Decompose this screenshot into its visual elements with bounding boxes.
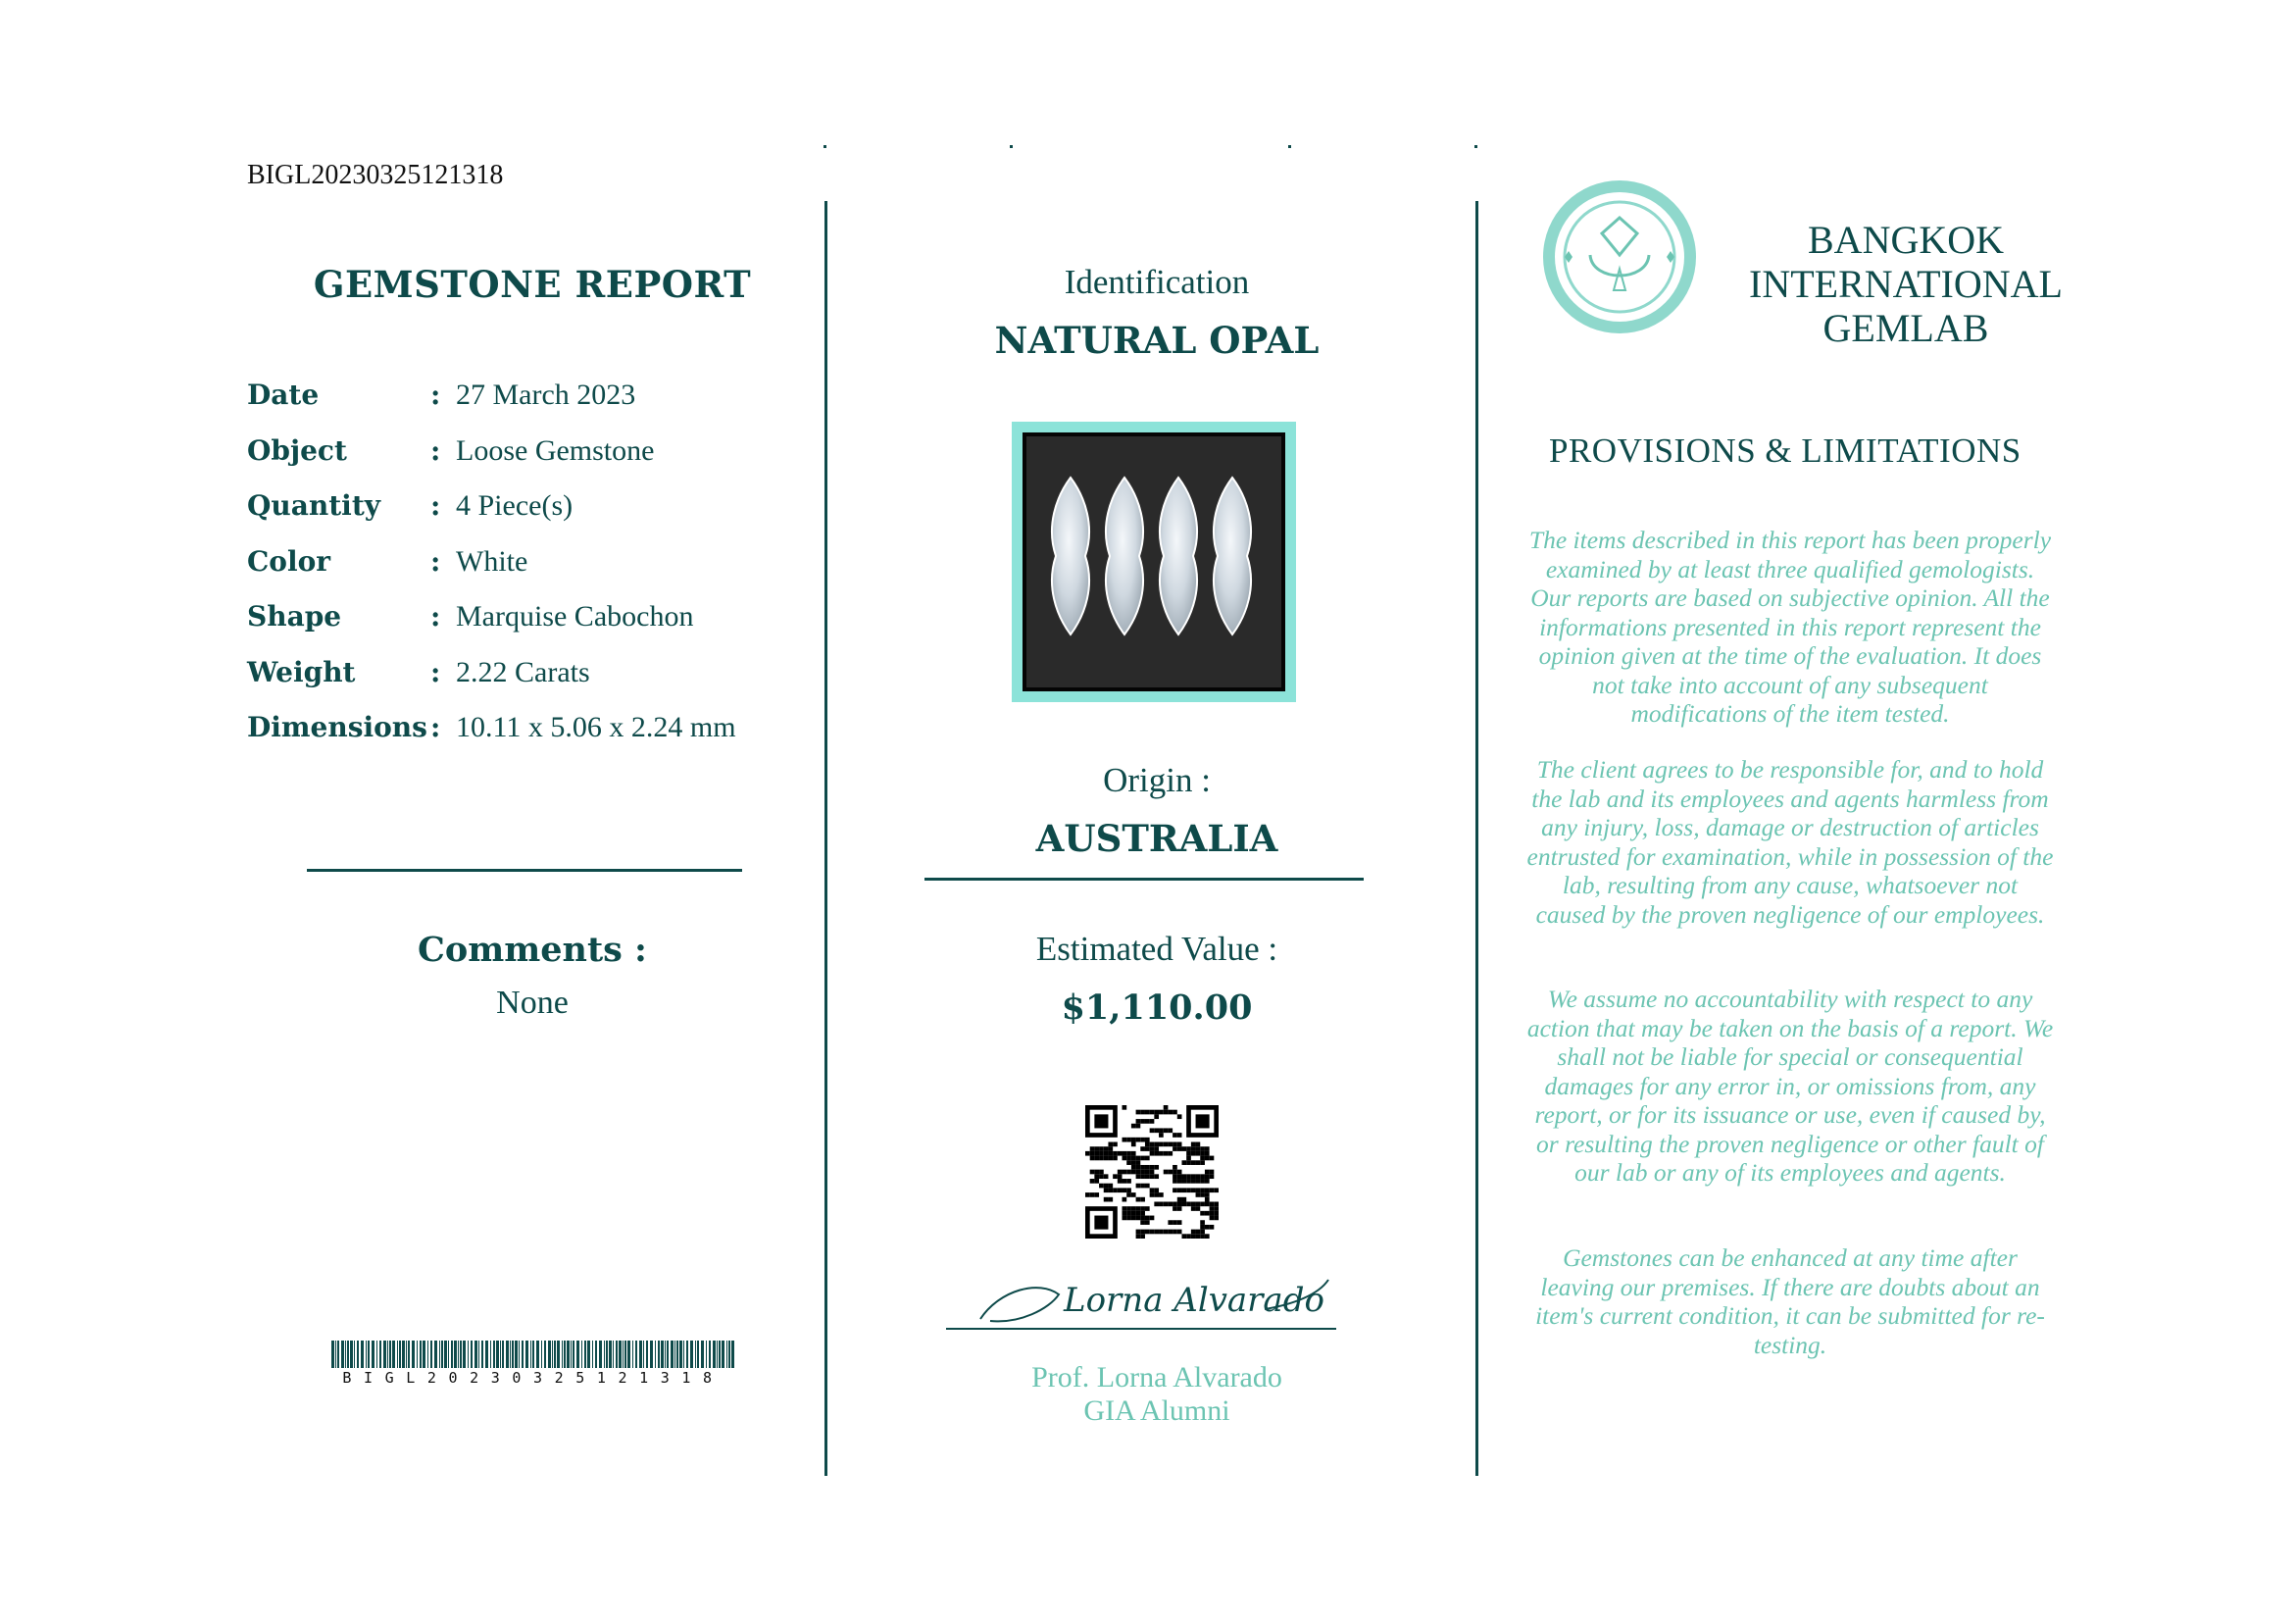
field-value: White — [456, 545, 528, 578]
field-row-quantity — [247, 489, 796, 538]
provisions-paragraph: We assume no accountability with respect to any action that may be taken on the basis of a report. We shall not be liable for special or consequential damages for any error in, or omissions from, any report, or for its issuance or use, even if caused by, or resulting the proven negligence or other fault of our lab or any of its employees and agents. — [1526, 985, 2054, 1187]
gemlab-seal-icon — [1537, 175, 1702, 339]
field-value: 2.22 Carats — [456, 656, 590, 688]
provisions-paragraph: Gemstones can be enhanced at any time after leaving our premises. If there are doubts about an item's current condition, it can be submitted for re-testing. — [1535, 1243, 2045, 1359]
signature-line — [946, 1328, 1336, 1330]
field-value: Loose Gemstone — [456, 434, 655, 467]
lab-name-line1: BANGKOK — [1808, 218, 2004, 262]
lab-name-line3: GEMLAB — [1822, 306, 1989, 350]
identification-value: NATURAL OPAL — [994, 319, 1320, 362]
field-row-object — [247, 434, 796, 483]
field-label: Object — [247, 434, 347, 467]
crop-mark — [824, 145, 826, 148]
field-value: 27 March 2023 — [456, 379, 636, 411]
field-colon: : — [430, 489, 441, 522]
lab-name-line2: INTERNATIONAL — [1749, 262, 2063, 306]
estimated-value-label: Estimated Value : — [1035, 930, 1278, 968]
signature — [971, 1250, 1333, 1339]
opal-stones-illustration — [1026, 436, 1281, 687]
field-colon: : — [430, 600, 441, 633]
report-title: GEMSTONE REPORT — [313, 263, 752, 306]
signer-name: Prof. Lorna Alvarado — [1031, 1361, 1282, 1393]
field-row-date — [247, 379, 796, 428]
provisions-title: PROVISIONS & LIMITATIONS — [1549, 431, 2021, 470]
crop-mark — [1474, 145, 1477, 148]
field-value: Marquise Cabochon — [456, 600, 694, 633]
field-colon: : — [430, 379, 441, 411]
opal-stone — [1214, 478, 1251, 634]
signer-credential: GIA Alumni — [1083, 1394, 1230, 1427]
field-label: Shape — [247, 600, 342, 633]
barcode-text: BIGL20230325121318 — [342, 1369, 724, 1387]
field-colon: : — [430, 656, 441, 688]
report-id: BIGL20230325121318 — [247, 160, 504, 190]
field-row-dimensions — [247, 711, 796, 760]
origin-divider — [924, 878, 1364, 881]
field-colon: : — [430, 545, 441, 578]
qr-code-icon[interactable] — [1085, 1105, 1219, 1239]
opal-stone — [1052, 478, 1089, 634]
comments-label: Comments : — [418, 930, 647, 970]
field-colon: : — [430, 711, 441, 743]
opal-stone — [1106, 478, 1143, 634]
field-label: Quantity — [247, 489, 381, 522]
comments-divider — [307, 869, 742, 872]
signature-text: Lorna Alvarado — [1064, 1281, 1324, 1320]
field-value: 4 Piece(s) — [456, 489, 574, 522]
field-value: 10.11 x 5.06 x 2.24 mm — [456, 711, 736, 743]
field-label: Color — [247, 545, 331, 578]
field-row-weight — [247, 656, 796, 705]
field-label: Weight — [247, 656, 356, 688]
provisions-paragraph: The client agrees to be responsible for, and to hold the lab and its employees and agents harmless from any injury, loss, damage or destruction of articles entrusted for examination, while in possession of the lab, resulting from any cause, whatsoever not caused by the proven negligence of our employees. — [1526, 755, 2054, 929]
column-divider-left — [824, 201, 827, 1476]
barcode-icon — [331, 1341, 735, 1370]
signer-block — [829, 1361, 1484, 1428]
field-colon: : — [430, 434, 441, 467]
opal-stones-photo — [1012, 422, 1296, 702]
identification-label: Identification — [1064, 263, 1250, 301]
comments-value: None — [496, 985, 569, 1021]
origin-value: AUSTRALIA — [1035, 817, 1278, 860]
opal-stone — [1160, 478, 1197, 634]
crop-mark — [1010, 145, 1013, 148]
estimated-value: $1,110.00 — [1061, 988, 1253, 1028]
field-label: Dimensions — [247, 711, 427, 743]
field-label: Date — [247, 379, 320, 411]
field-row-color — [247, 545, 796, 594]
field-row-shape — [247, 600, 796, 649]
lab-name — [1725, 218, 2086, 350]
origin-label: Origin : — [1103, 761, 1211, 799]
provisions-paragraph: The items described in this report has been properly examined by at least three qualified gemologists. Our reports are based on subjective opinion. All the informations presented in this report represent the opinion given at the time of the evaluation. It does not take into account of any subsequent modifications of the item tested. — [1528, 526, 2052, 728]
crop-mark — [1288, 145, 1291, 148]
